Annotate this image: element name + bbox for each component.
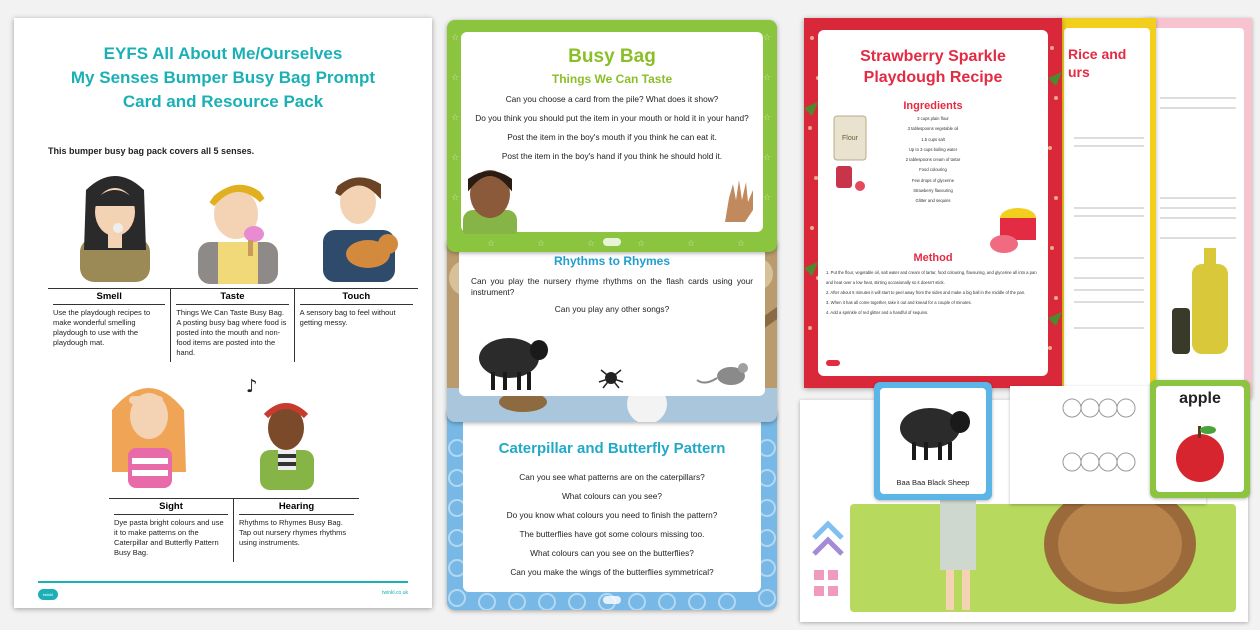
svg-text:☆: ☆ bbox=[537, 239, 546, 249]
recipe-title-line-1: Strawberry Sparkle bbox=[860, 48, 1006, 65]
card-rhythms-panel bbox=[459, 246, 765, 396]
svg-text:☆: ☆ bbox=[763, 153, 772, 163]
sense-label: Taste bbox=[176, 289, 288, 305]
pink-card-illustration bbox=[1152, 28, 1244, 390]
senses-table-bottom bbox=[109, 498, 359, 562]
card-subtitle: Rhythms to Rhymes bbox=[553, 254, 671, 268]
svg-text:☆: ☆ bbox=[763, 73, 772, 83]
ingredient: 3 cups plain flour bbox=[917, 116, 949, 121]
pink-recipe-card bbox=[1144, 18, 1252, 398]
svg-text:☆: ☆ bbox=[637, 239, 646, 249]
card-caterpillar-panel bbox=[463, 416, 761, 592]
mouse-icon bbox=[697, 363, 748, 385]
question: Can you choose a card from the pile? What does it show? bbox=[505, 94, 719, 104]
svg-text:Flour: Flour bbox=[842, 135, 858, 142]
svg-text:☆: ☆ bbox=[451, 193, 460, 203]
card-subtitle: Things We Can Taste bbox=[551, 72, 673, 86]
card-title: Busy Bag bbox=[568, 46, 656, 67]
ingredients-list bbox=[878, 114, 988, 207]
girl-smelling-illustration bbox=[80, 176, 150, 282]
oil-bottle-icon bbox=[1192, 248, 1228, 354]
flour-bag-icon bbox=[830, 110, 870, 200]
small-bottle-icon bbox=[1172, 308, 1190, 354]
sense-label: Smell bbox=[53, 289, 165, 305]
svg-text:☆: ☆ bbox=[451, 33, 460, 43]
svg-text:☆: ☆ bbox=[737, 239, 746, 249]
twinkl-logo bbox=[603, 238, 621, 246]
sense-description: Use the playdough recipes to make wonderful smelling playdough to use with the playdough mat. bbox=[53, 308, 151, 347]
sense-touch bbox=[295, 289, 418, 362]
rice-card-title-fragment: Rice and bbox=[1068, 46, 1127, 62]
strawberry-playdough-recipe-card bbox=[804, 18, 1062, 388]
card-taste-panel bbox=[461, 32, 763, 232]
svg-text:☆: ☆ bbox=[687, 239, 696, 249]
card-things-we-can-taste bbox=[447, 20, 777, 252]
question: Can you play any other songs? bbox=[554, 304, 670, 314]
boy-hearing-illustration bbox=[246, 376, 314, 490]
method-step: 1. Put the flour, vegetable oil, salt water and cream of tartar, food colouring, flavouring, and glycerine all into a pan and heat over a low heat, stirring occasionally so it doesn't stick. bbox=[826, 270, 1037, 285]
apple-word: apple bbox=[1179, 390, 1221, 407]
title-line-1: EYFS All About Me/Ourselves bbox=[103, 44, 343, 63]
question-list bbox=[473, 94, 751, 162]
sense-smell bbox=[48, 289, 171, 362]
flash-card-baa-baa-black-sheep bbox=[874, 382, 992, 500]
title-line-2: My Senses Bumper Busy Bag Prompt bbox=[70, 68, 376, 87]
recipe-title-line-2: Playdough Recipe bbox=[863, 69, 1003, 86]
document-title bbox=[34, 42, 412, 114]
sense-label: Touch bbox=[300, 289, 413, 305]
rice-card-lines bbox=[1064, 28, 1150, 390]
ingredient: Up to 3 cups boiling water bbox=[908, 146, 958, 152]
boy-ice-cream-illustration bbox=[198, 188, 278, 284]
question: What colours can you see? bbox=[561, 491, 663, 501]
boy-face-illustration bbox=[455, 160, 525, 234]
sense-label: Hearing bbox=[239, 499, 354, 515]
svg-text:☆: ☆ bbox=[587, 239, 596, 249]
card-subtitle: Caterpillar and Butterfly Pattern bbox=[498, 440, 726, 457]
question: Do you think you should put the item in your mouth or hold it in your hand? bbox=[475, 113, 749, 123]
spider-icon bbox=[599, 370, 623, 388]
method-heading: Method bbox=[913, 252, 953, 264]
svg-text:☆: ☆ bbox=[763, 193, 772, 203]
question: Can you see what patterns are on the caterpillars? bbox=[519, 472, 705, 482]
sense-description: A sensory bag to feel without getting messy. bbox=[299, 308, 396, 327]
title-line-3: Card and Resource Pack bbox=[122, 92, 324, 111]
sense-taste bbox=[171, 289, 294, 362]
sense-description: Dye pasta bright colours and use it to make patterns on the Caterpillar and Butterfly Pattern Busy Bag. bbox=[114, 518, 224, 557]
question: Post the item in the boy's hand if you think he should hold it. bbox=[501, 151, 723, 161]
children-illustrations-top bbox=[58, 170, 428, 286]
question: Post the item in the boy's mouth if you think he can eat it. bbox=[507, 132, 717, 142]
twinkl-logo: twinkl bbox=[38, 589, 58, 600]
twinkl-logo bbox=[603, 596, 621, 604]
question-list bbox=[469, 472, 755, 578]
recipe-title bbox=[818, 46, 1048, 88]
ingredient: Food colouring bbox=[919, 167, 947, 173]
children-illustrations-bottom bbox=[104, 370, 354, 494]
method-step: 4. Add a sprinkle of red glitter and a handful of sequins. bbox=[826, 310, 929, 315]
black-sheep-icon bbox=[479, 338, 548, 390]
rice-card-title-fragment: urs bbox=[1068, 64, 1090, 80]
intro-text: This bumper busy bag pack covers all 5 senses. bbox=[48, 146, 255, 156]
ingredient: Few drops of glycerine bbox=[911, 177, 955, 183]
ingredients-heading: Ingredients bbox=[903, 100, 963, 112]
card-caterpillar-pattern bbox=[447, 408, 777, 610]
playdough-tub-icon bbox=[988, 200, 1042, 260]
ingredient: 2 tablespoons cream of tartar bbox=[905, 157, 961, 163]
twinkl-logo bbox=[826, 360, 840, 366]
question: Can you play the nursery rhyme rhythms on the flash cards using your instrument? bbox=[471, 276, 753, 297]
senses-table-top bbox=[48, 288, 418, 362]
girl-looking-illustration bbox=[112, 388, 186, 488]
sense-label: Sight bbox=[114, 499, 228, 515]
question: The butterflies have got some colours missing too. bbox=[519, 529, 705, 539]
rice-recipe-card bbox=[1058, 18, 1156, 398]
boy-holding-cat-illustration bbox=[323, 180, 398, 282]
overview-document bbox=[14, 18, 432, 608]
apple-icon bbox=[1170, 416, 1230, 486]
question: Can you make the wings of the butterflies symmetrical? bbox=[510, 567, 714, 577]
footer-rule bbox=[38, 581, 408, 583]
question: Do you know what colours you need to finish the pattern? bbox=[506, 510, 718, 520]
sense-description: Rhythms to Rhymes Busy Bag. Tap out nursery rhymes rhythms using instruments. bbox=[239, 518, 347, 547]
footer-url: twinkl.co.uk bbox=[382, 590, 408, 596]
black-sheep-icon bbox=[892, 400, 976, 464]
rhyme-animals-illustration bbox=[469, 330, 759, 394]
apple-word-card bbox=[1150, 380, 1250, 498]
method-step: 2. After about 5 minutes it will start to peel away from the sides and make a big ball in the middle of the pan. bbox=[826, 290, 1026, 295]
ingredient: Glitter and sequins bbox=[915, 198, 951, 204]
svg-text:☆: ☆ bbox=[451, 113, 460, 123]
ingredient: 1.5 cups salt bbox=[921, 136, 945, 142]
sense-hearing bbox=[234, 499, 359, 562]
sense-sight bbox=[109, 499, 234, 562]
svg-text:☆: ☆ bbox=[451, 73, 460, 83]
svg-text:☆: ☆ bbox=[763, 33, 772, 43]
sense-description: Things We Can Taste Busy Bag. A posting busy bag where food is posted into the mouth and non-food items are posted into the hand. bbox=[176, 308, 287, 357]
ingredient: Strawberry flavouring bbox=[913, 188, 953, 194]
ingredient: 3 tablespoons vegetable oil bbox=[907, 126, 959, 132]
hand-illustration bbox=[715, 176, 765, 226]
recipe-panel bbox=[818, 30, 1048, 376]
shape-blocks-icon bbox=[814, 524, 842, 596]
svg-text:☆: ☆ bbox=[487, 239, 496, 249]
svg-text:♪: ♪ bbox=[246, 376, 258, 397]
svg-text:☆: ☆ bbox=[763, 113, 772, 123]
svg-text:☆: ☆ bbox=[451, 153, 460, 163]
child-figure-icon bbox=[940, 500, 976, 610]
method-list bbox=[826, 268, 1040, 318]
card-rhythms-to-rhymes bbox=[447, 238, 777, 422]
flash-card-caption: Baa Baa Black Sheep bbox=[896, 478, 970, 487]
question: What colours can you see on the butterflies? bbox=[530, 548, 694, 558]
method-step: 3. When it has all come together, take it out and knead for a couple of minutes. bbox=[826, 300, 972, 305]
